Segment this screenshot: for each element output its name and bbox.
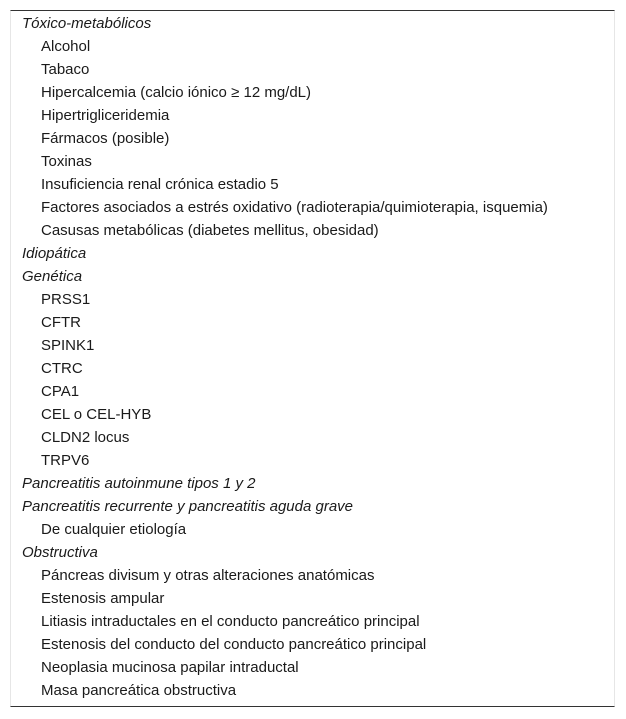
table-row: Hipertrigliceridemia [41,107,170,124]
category-row-pancreatitis-recurrente-y-pancreatitis-aguda-grave: Pancreatitis recurrente y pancreatitis aguda grave [22,498,354,515]
table-row: CEL o CEL-HYB [41,406,152,423]
table-row: Insuficiencia renal crónica estadio 5 [41,176,279,193]
category-row-obstructiva: Obstructiva [22,544,98,561]
table-row: Alcohol [41,38,91,55]
table-row: Toxinas [41,153,92,170]
table-row: Tabaco [41,61,90,78]
category-row-idiopatica: Idiopática [22,245,87,262]
table-row: CFTR [41,314,81,331]
table-row: Casusas metabólicas (diabetes mellitus, obesidad) [41,222,379,239]
table-body [11,12,614,702]
table-row: Factores asociados a estrés oxidativo (radioterapia/quimioterapia, isquemia) [41,199,548,216]
table-row: TRPV6 [41,452,90,469]
table-row: De cualquier etiología [41,521,187,538]
table-row: CPA1 [41,383,80,400]
category-row-pancreatitis-autoinmune-tipos-1-y-2: Pancreatitis autoinmune tipos 1 y 2 [22,475,256,492]
table-row: PRSS1 [41,291,91,308]
table-row: Hipercalcemia (calcio iónico ≥ 12 mg/dL) [41,84,312,101]
table-row: Estenosis ampular [41,590,165,607]
table-row: Litiasis intraductales en el conducto pancreático principal [41,613,420,630]
table-row: Neoplasia mucinosa papilar intraductal [41,659,299,676]
table-row: Fármacos (posible) [41,130,170,147]
table-row: Masa pancreática obstructiva [41,682,237,699]
table-row: CLDN2 locus [41,429,130,446]
table-row: Estenosis del conducto del conducto pancreático principal [41,636,427,653]
table-row: SPINK1 [41,337,95,354]
table-row: Páncreas divisum y otras alteraciones anatómicas [41,567,375,584]
category-row-genetica: Genética [22,268,83,285]
category-row-toxico-metabolicos: Tóxico-metabólicos [22,15,152,32]
table-row: CTRC [41,360,83,377]
etiology-table [10,10,615,707]
